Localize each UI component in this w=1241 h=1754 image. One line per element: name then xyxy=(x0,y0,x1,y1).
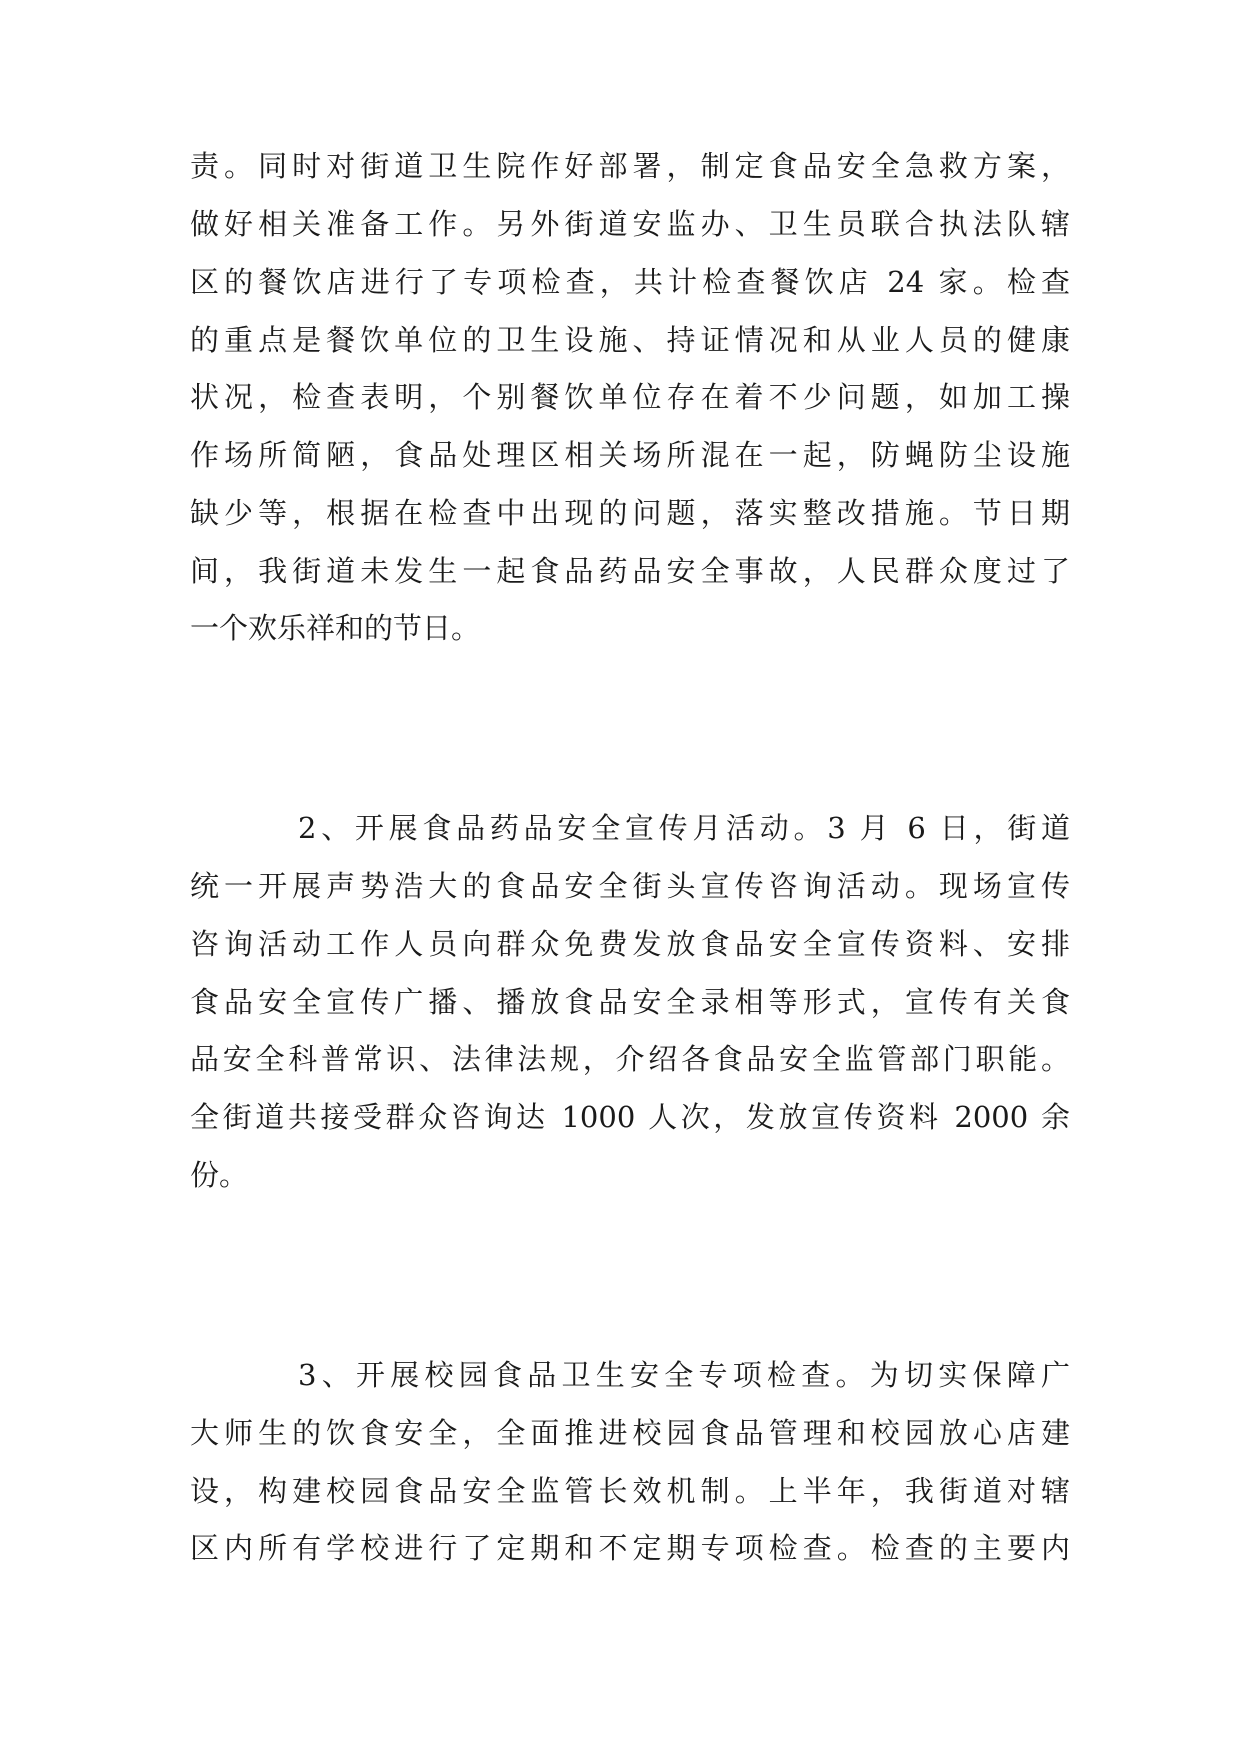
text-line: 间，我街道未发生一起食品药品安全事故，人民群众度过了 xyxy=(190,554,1070,588)
text-line: 做好相关准备工作。另外街道安监办、卫生员联合执法队辖 xyxy=(190,207,1070,241)
text-line: 全街道共接受群众咨询达 1000 人次，发放宣传资料 2000 余 xyxy=(190,1100,1070,1134)
text-line: 食品安全宣传广播、播放食品安全录相等形式，宣传有关食 xyxy=(190,985,1070,1019)
text-line: 的重点是餐饮单位的卫生设施、持证情况和从业人员的健康 xyxy=(190,323,1070,357)
text-line: 2、开展食品药品安全宣传月活动。3 月 6 日，街道 xyxy=(298,811,1070,845)
text-line: 大师生的饮食安全，全面推进校园食品管理和校园放心店建 xyxy=(190,1416,1070,1450)
text-line: 咨询活动工作人员向群众免费发放食品安全宣传资料、安排 xyxy=(190,927,1070,961)
text-line: 设，构建校园食品安全监管长效机制。上半年，我街道对辖 xyxy=(190,1474,1070,1508)
text-line: 一个欢乐祥和的节日。 xyxy=(190,611,481,645)
text-line: 状况，检查表明，个别餐饮单位存在着不少问题，如加工操 xyxy=(190,380,1070,414)
text-line: 品安全科普常识、法律法规，介绍各食品安全监管部门职能。 xyxy=(190,1042,1070,1076)
text-line: 3、开展校园食品卫生安全专项检查。为切实保障广 xyxy=(298,1358,1070,1392)
text-line: 区的餐饮店进行了专项检查，共计检查餐饮店 24 家。检查 xyxy=(190,265,1070,299)
text-line: 区内所有学校进行了定期和不定期专项检查。检查的主要内 xyxy=(190,1531,1070,1565)
text-line: 统一开展声势浩大的食品安全街头宣传咨询活动。现场宣传 xyxy=(190,869,1070,903)
text-line: 缺少等，根据在检查中出现的问题，落实整改措施。节日期 xyxy=(190,496,1070,530)
text-line: 份。 xyxy=(190,1158,249,1192)
text-line: 作场所简陋，食品处理区相关场所混在一起，防蝇防尘设施 xyxy=(190,438,1070,472)
text-line: 责。同时对街道卫生院作好部署，制定食品安全急救方案， xyxy=(190,149,1070,183)
